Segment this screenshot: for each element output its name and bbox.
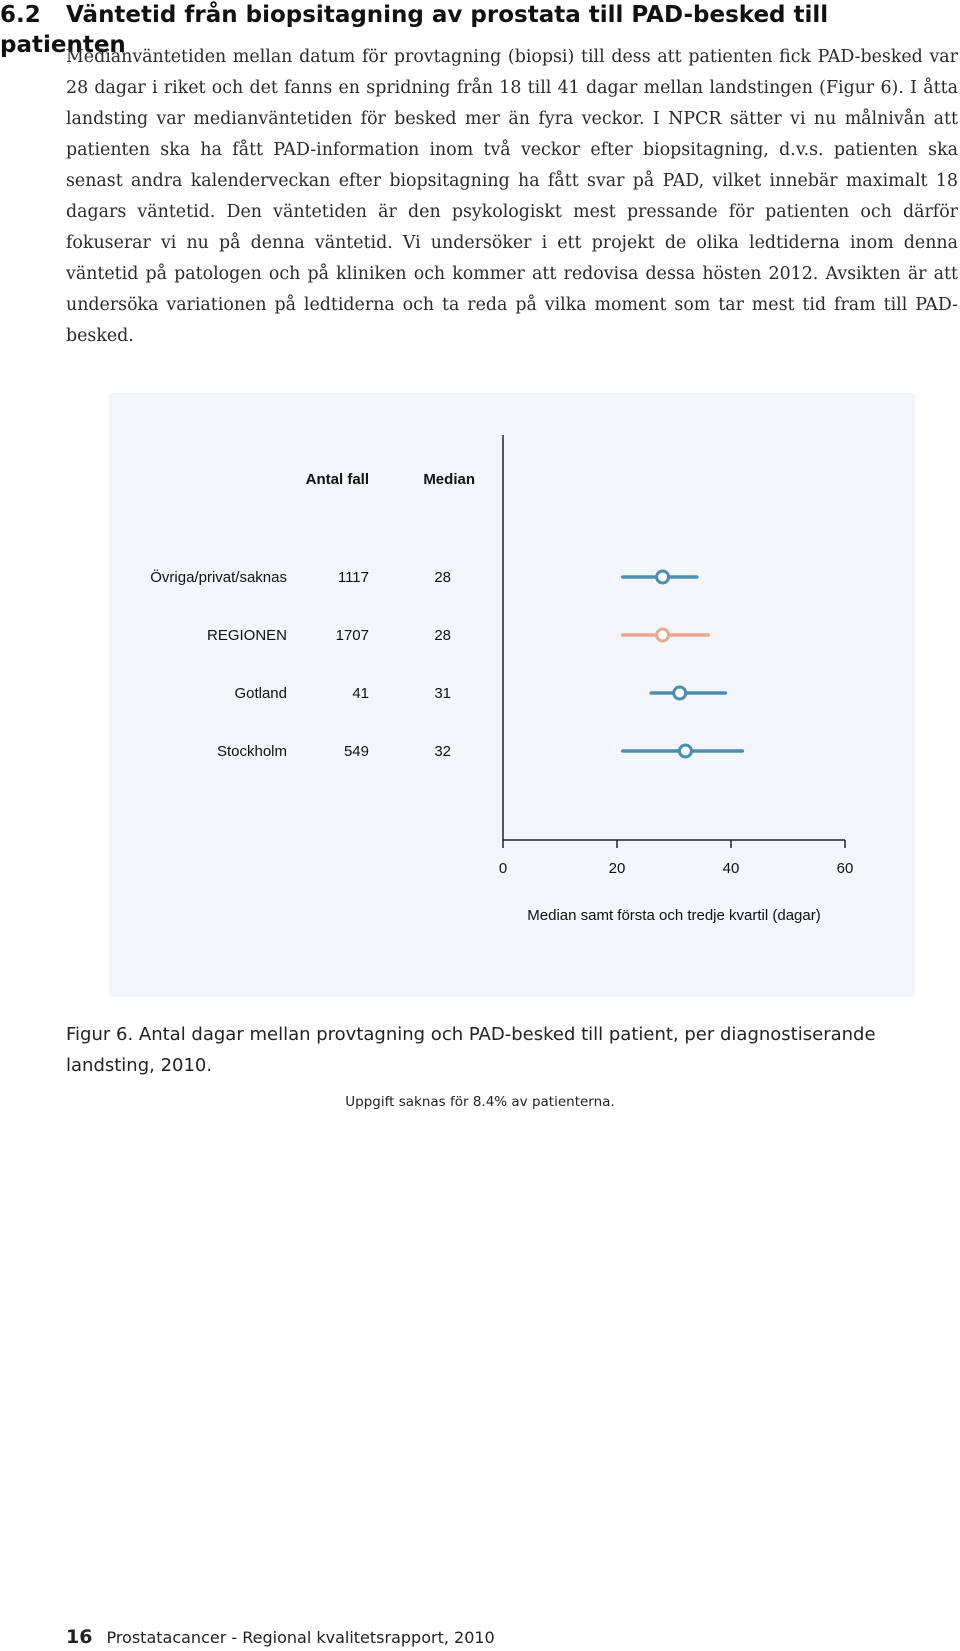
row-label: REGIONEN: [206, 627, 287, 644]
row-median: 32: [434, 743, 451, 760]
median-marker: [657, 629, 669, 641]
median-marker: [674, 687, 686, 699]
body-paragraph: Medianväntetiden mellan datum för provtagning (biopsi) till dess att patienten fick PAD-besked var 28 dagar i riket och det fanns en spridning från 18 till 41 dagar mellan landstingen (Figur 6). I åtta landsting var medianväntetiden för besked mer än fyra veckor. I NPCR sätter vi nu målnivån att patienten ska ha fått PAD-information inom två veckor efter biopsitagning, d.v.s. patienten ska senast andra kalenderveckan efter biopsitagning ha fått svar på PAD, vilket innebär maximalt 18 dagars väntetid. Den väntetiden är den psykologiskt mest pressande för patienten och därför fokuserar vi nu på denna väntetid. Vi undersöker i ett projekt de olika ledtiderna inom denna väntetid på patologen och på kliniken och kommer att redovisa dessa hösten 2012. Avsikten är att undersöka variationen på ledtiderna och ta reda på vilka moment som tar mest tid fram till PAD-besked.: [66, 47, 958, 346]
column-header-median: Median: [423, 471, 475, 488]
section-number: 6.2: [0, 2, 41, 28]
data-row: [234, 685, 725, 702]
data-row: [207, 627, 708, 644]
median-marker: [679, 745, 691, 757]
page-number: 16: [66, 1626, 93, 1648]
forest-plot: [109, 393, 915, 997]
row-median: 28: [434, 627, 451, 644]
row-label: Stockholm: [216, 743, 287, 760]
data-row: [150, 568, 697, 586]
section-title: Väntetid från biopsitagning av prostata till PAD-besked till patienten: [0, 2, 829, 58]
x-tick-label: 60: [836, 860, 854, 877]
row-label: Gotland: [234, 685, 287, 702]
x-tick-label: 20: [608, 860, 626, 877]
figure-caption: Figur 6. Antal dagar mellan provtagning och PAD-besked till patient, per diagnostiserande landsting, 2010.: [66, 1024, 876, 1076]
x-tick-label: 0: [498, 860, 508, 877]
row-median: 31: [434, 685, 451, 702]
report-title: Prostatacancer - Regional kvalitetsrapport, 2010: [106, 1628, 495, 1647]
x-tick-label: 40: [722, 860, 740, 877]
x-axis-label: Median samt första och tredje kvartil (dagar): [527, 907, 821, 924]
row-count: 549: [343, 743, 369, 760]
figure-note: Uppgift saknas för 8.4% av patienterna.: [345, 1094, 615, 1110]
row-count: 1707: [335, 627, 369, 644]
column-header-count: Antal fall: [305, 471, 369, 488]
figure-6: [109, 393, 915, 997]
median-marker: [657, 571, 669, 583]
data-row: [217, 743, 742, 760]
page-footer: [66, 1626, 495, 1648]
row-label: Övriga/privat/saknas: [150, 569, 287, 586]
row-count: 41: [352, 685, 369, 702]
row-median: 28: [434, 569, 451, 586]
row-count: 1117: [337, 569, 369, 586]
